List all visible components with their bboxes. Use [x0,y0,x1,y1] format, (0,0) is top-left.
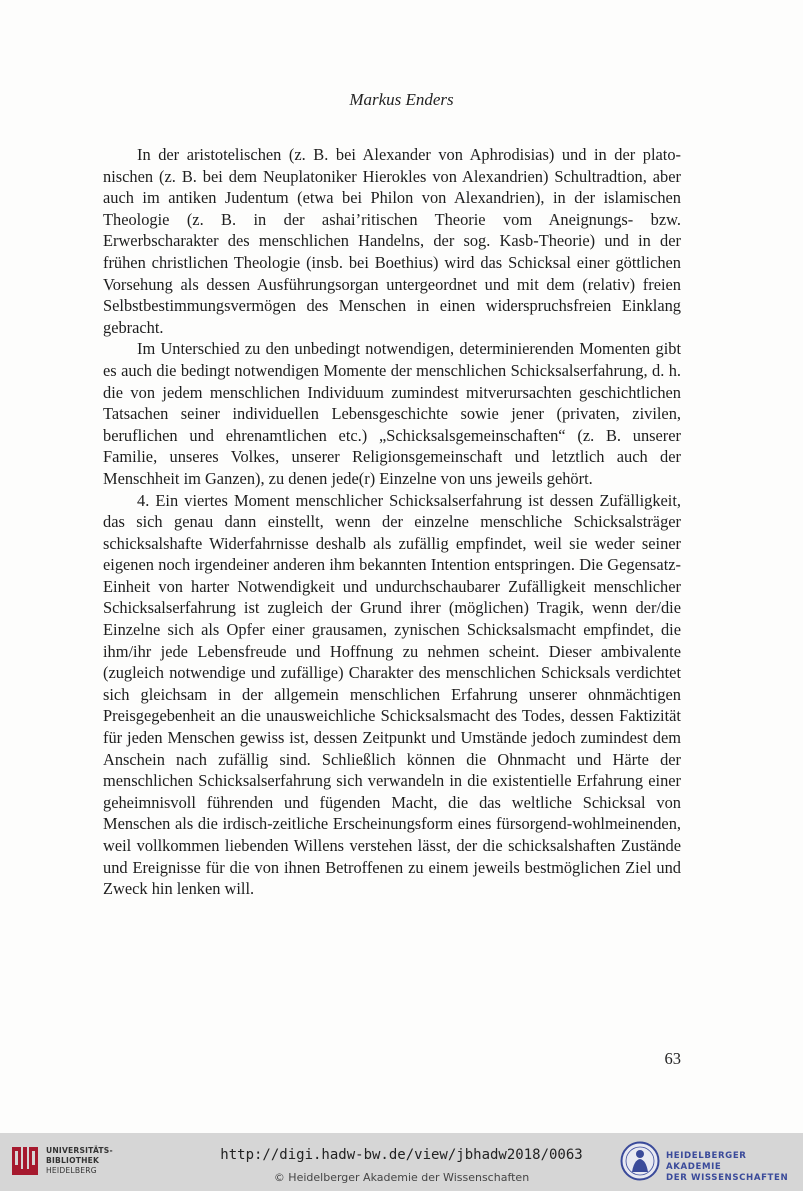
paragraph-3: 4. Ein viertes Moment menschlicher Schicksalserfahrung ist dessen Zufälligkeit, das sich genau dann einstellt, wenn der einzelne menschliche Schicksalsträger schicksalshafte Widerfahrnisse deshalb als zufällig empfindet, weil sie weder seiner eigenen noch irgendeiner anderen ihm bekannten Intention entspringen. Die Gegensatz-Einheit von harter Notwendigkeit und undurchschaubarer Zufälligkeit menschlicher Schicksalserfahrung ist zugleich der Grund ihrer (möglichen) Tragik, wenn der/die Einzelne sich als Opfer einer grausamen, zynischen Schicksalsmacht empfindet, die ihm/ihr jede Lebensfreude und Hoffnung zu nehmen scheint. Dieser ambivalente (zugleich notwendige und zufällige) Charakter des menschlichen Schicksals verdichtet sich gleichsam in der allgemein menschlichen Erfahrung unserer ohnmächtigen Preisgegebenheit an die unausweichliche Schicksalsmacht des Todes, dessen Faktizität für jeden Menschen gewiss ist, dessen Zeitpunkt und Umstände jedoch zumindest dem Anschein nach zufällig sind. Schließlich können die Ohnmacht und Härte der menschlichen Schicksalserfahrung sich verwandeln in die existentielle Erfahrung einer geheimnisvoll führenden und fügenden Macht, die das weltliche Schicksal von Menschen als die irdisch-zeitliche Erscheinungsform eines fürsorgend-wohlmeinenden, weil vollkommen liebenden Willens verstehen lässt, der die schicksalshaften Zustände und Ereignisse für die von ihnen Betroffenen zu einem jeweils bestmöglichen Ziel und Zweck hin lenken will. [103,490,681,899]
library-logo-line1: UNIVERSITÄTS- [46,1146,113,1155]
body-text [103,144,681,900]
academy-logo-line2: DER WISSENSCHAFTEN [666,1173,789,1183]
page-number: 63 [664,1049,681,1068]
library-logo-line3: HEIDELBERG [46,1166,97,1175]
paragraph-2: Im Unterschied zu den unbedingt notwendigen, determinierenden Momenten gibt es auch die bedingt notwendigen Momente der menschlichen Schicksalserfahrung, d. h. die von jedem menschlichen Individuum zumindest mitverursachten geschichtlichen Tatsachen seiner individuellen Lebensgeschichte sowie jener (privaten, zivilen, beruflichen und ehrenamtlichen etc.) „Schicksalsgemeinschaften“ (z. B. unserer Familie, unseres Volkes, unserer Religionsgemeinschaft und letztlich auch der Menschheit im Ganzen), zu denen jede(r) Einzelne von uns jeweils gehört. [103,339,681,488]
copyright-notice: © Heidelberger Akademie der Wissenschaften [273,1171,530,1184]
academy-logo-text [666,1151,800,1184]
library-logo-line2: BIBLIOTHEK [46,1156,100,1165]
paragraph-1: In der aristotelischen (z. B. bei Alexander von Aphrodisias) und in der platonischen (z. B. bei dem Neuplatoniker Hierokles von Alexandrien) Schultradtion, aber auch im antiken Judentum (etwa bei Philon von Alexandrien), in der islamischen Theologie (z. B. in der ashai’ritischen Theorie vom Aneignungs- bzw. Erwerbscharakter des menschlichen Handelns, der sog. Kasb-Theorie) und in der frühen christlichen Theologie (insb. bei Boethius) wird das Schicksal einer göttlichen Vorsehung als dessen Ausführungsorgan untergeordnet und mit dem (relativ) freien Selbstbestimmungsvermögen des Menschen in einen widerspruchsfreien Einklang gebracht. [103,145,681,337]
permalink-url[interactable]: http://digi.hadw-bw.de/view/jbhadw2018/0063 [220,1147,583,1163]
academy-logo-line1: HEIDELBERGER AKADEMIE [666,1151,747,1172]
viewer-footer [0,1133,803,1191]
academy-seal-icon [620,1141,660,1181]
academy-logo[interactable] [620,1139,800,1185]
running-head: Markus Enders [349,90,454,109]
